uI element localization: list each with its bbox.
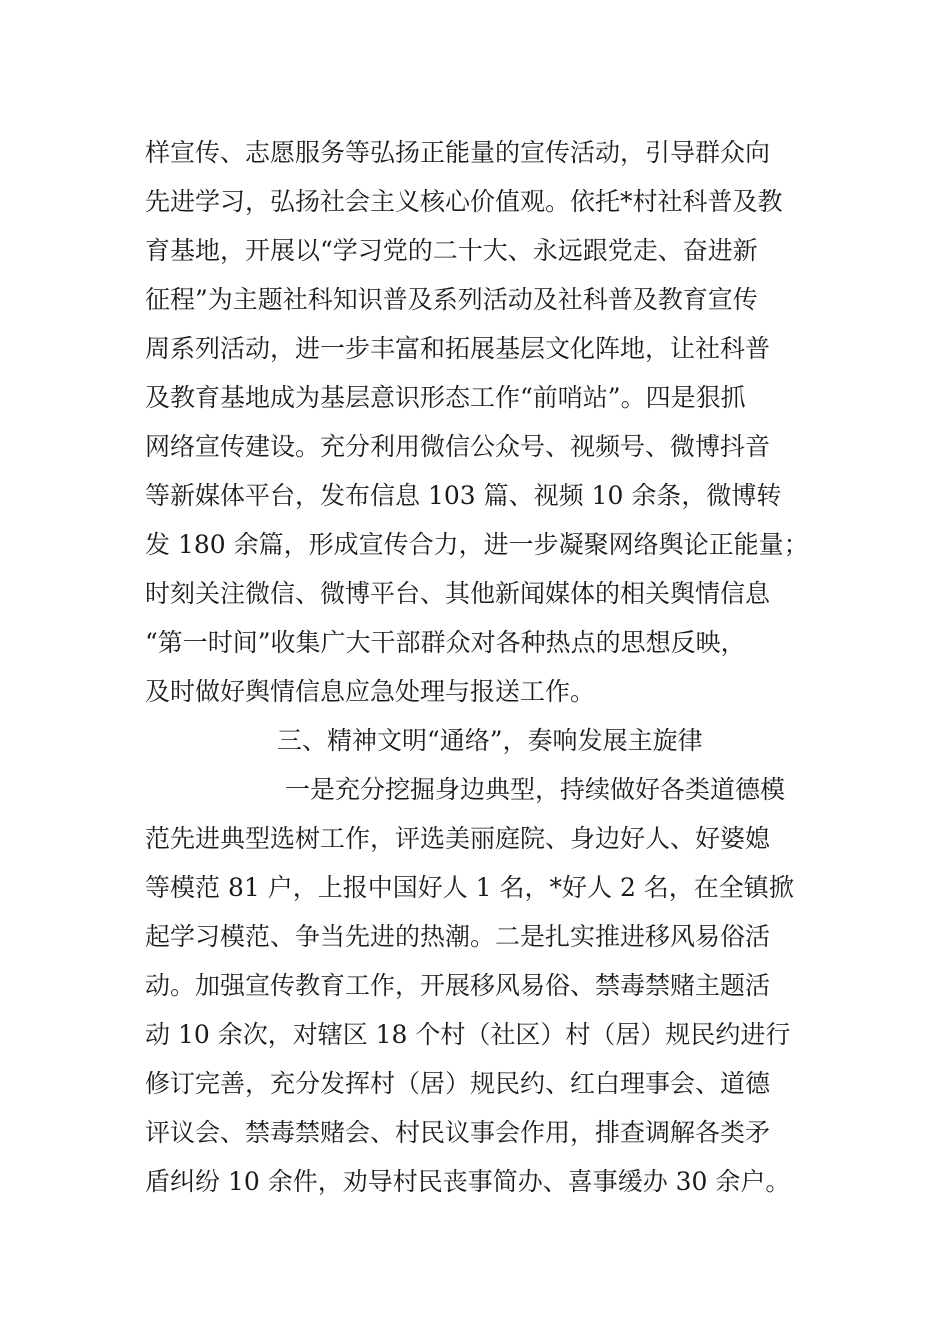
paragraph-line: 育基地，开展以“学习党的二十大、永远跟党走、奋进新 (145, 236, 758, 265)
paragraph-line: 盾纠纷 10 余件，劝导村民丧事简办、喜事缓办 30 余户。 (145, 1167, 791, 1196)
paragraph-line: 及教育基地成为基层意识形态工作“前哨站”。四是狠抓 (145, 383, 746, 412)
paragraph-line: 发 180 余篇，形成宣传合力，进一步凝聚网络舆论正能量； (145, 530, 809, 559)
paragraph-line: 时刻关注微信、微博平台、其他新闻媒体的相关舆情信息 (145, 579, 771, 608)
paragraph-line: 及时做好舆情信息应急处理与报送工作。 (145, 677, 596, 706)
paragraph-line: 样宣传、志愿服务等弘扬正能量的宣传活动，引导群众向 (145, 138, 771, 167)
paragraph-line: 动 10 余次，对辖区 18 个村（社区）村（居）规民约进行 (145, 1020, 791, 1049)
paragraph-line: 一是充分挖掘身边典型，持续做好各类道德模 (285, 775, 786, 804)
paragraph-line: 范先进典型选树工作，评选美丽庭院、身边好人、好婆媳 (145, 824, 771, 853)
paragraph-1 (145, 128, 815, 716)
paragraph-line: “第一时间”收集广大干部群众对各种热点的思想反映， (145, 628, 746, 657)
paragraph-line: 修订完善，充分发挥村（居）规民约、红白理事会、道德 (145, 1069, 771, 1098)
paragraph-line: 征程”为主题社科知识普及系列活动及社科普及教育宣传 (145, 285, 758, 314)
paragraph-line: 网络宣传建设。充分利用微信公众号、视频号、微博抖音 (145, 432, 771, 461)
section-heading: 三、精神文明“通络”，奏响发展主旋律 (277, 726, 703, 755)
paragraph-line: 起学习模范、争当先进的热潮。二是扎实推进移风易俗活 (145, 922, 771, 951)
paragraph-line: 周系列活动，进一步丰富和拓展基层文化阵地，让社科普 (145, 334, 771, 363)
paragraph-line: 先进学习，弘扬社会主义核心价值观。依托*村社科普及教 (145, 187, 783, 216)
paragraph-line: 评议会、禁毒禁赌会、村民议事会作用，排查调解各类矛 (145, 1118, 771, 1147)
paragraph-line: 等模范 81 户，上报中国好人 1 名，*好人 2 名，在全镇掀 (145, 873, 794, 902)
paragraph-2 (145, 765, 815, 1206)
paragraph-line: 动。加强宣传教育工作，开展移风易俗、禁毒禁赌主题活 (145, 971, 771, 1000)
document-body (145, 128, 815, 1206)
paragraph-line: 等新媒体平台，发布信息 103 篇、视频 10 余条，微博转 (145, 481, 782, 510)
